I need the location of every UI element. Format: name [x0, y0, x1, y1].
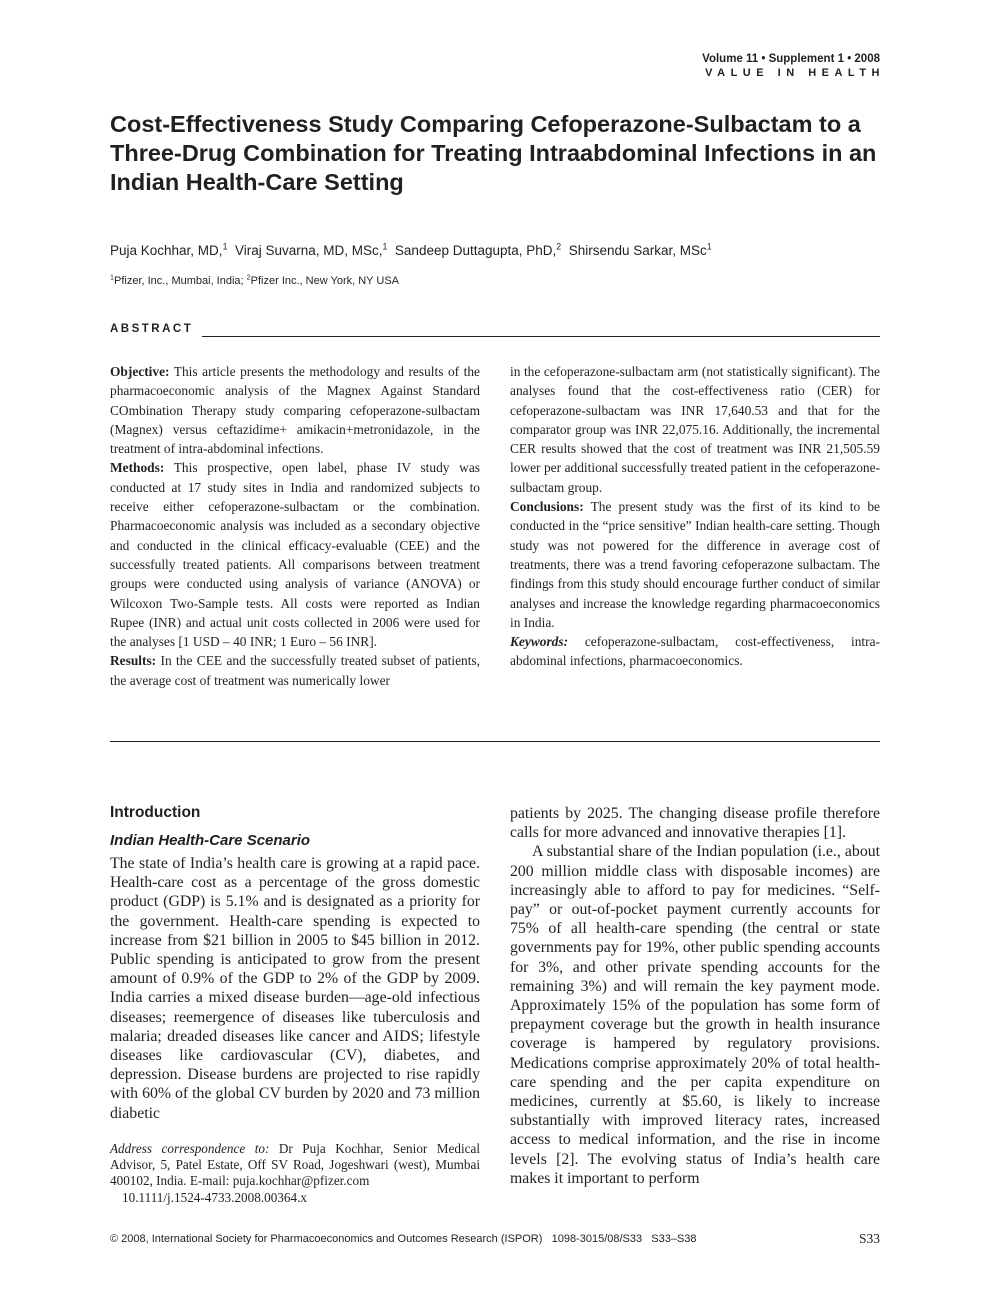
body-paragraph: patients by 2025. The changing disease profile therefore calls for more advanced and innovative therapies [1].	[510, 805, 880, 842]
journal-issue: Volume 11 • Supplement 1 • 2008	[702, 53, 880, 65]
results-text-left: In the CEE and the successfully treated subset of patients, the average cost of treatment was numerically lower	[110, 653, 480, 688]
doi: 10.1111/j.1524-4733.2008.00364.x	[122, 1189, 307, 1205]
body-column-right	[510, 804, 880, 1188]
correspondence-label: Address correspondence to:	[110, 1141, 270, 1156]
body-column-left	[110, 803, 480, 1123]
abstract-results-continued	[510, 362, 880, 497]
keywords-label: Keywords:	[510, 634, 569, 650]
methods-label: Methods:	[110, 460, 165, 476]
correspondence-text: Dr Puja Kochhar, Senior Medical Advisor, 5, Patel Estate, Off SV Road, Jogeshwari (west), Mumbai 400102, India. E-mail: puja.kochhar@pfizer.com	[110, 1141, 480, 1189]
body-paragraph: The state of India’s health care is growing at a rapid pace. Health-care cost as a percentage of the gross domestic product (GDP) is 5.1% and is designated as a priority for the government. Health-care spending is expected to increase from $21 billion in 2005 to $45 billion in 2012. Public spending is anticipated to grow from the present amount of 0.9% of the GDP to 2% of the GDP by 2009. India carries a mixed disease burden—age-old infectious diseases; reemergence of diseases like tuberculosis and malaria; dreaded diseases like cancer and AIDS; lifestyle diseases like cardiovascular (CV), diabetes, and depression. Disease burdens are projected to rise rapidly with 60% of the global CV burden by 2020 and 73 million diabetic	[110, 855, 480, 1122]
affiliations	[110, 275, 399, 287]
section-heading: Introduction	[110, 804, 201, 821]
footer-copyright: © 2008, International Society for Pharmacoeconomics and Outcomes Research (ISPOR) 1098-3015/08/S33 S33–S38	[110, 1233, 697, 1245]
author-list	[110, 243, 712, 258]
affil-2: Pfizer Inc., New York, NY USA	[250, 275, 399, 287]
author-3-affil: 2	[556, 241, 562, 252]
subsection-heading: Indian Health-Care Scenario	[110, 832, 311, 849]
abstract-header	[110, 323, 880, 339]
abstract-heading: ABSTRACT	[110, 323, 201, 335]
abstract-keywords	[510, 632, 880, 671]
keywords-text: cefoperazone-sulbactam, cost-effectiveness, intra-abdominal infections, pharmacoeconomics.	[510, 634, 880, 669]
affil-1-mark: 1	[110, 273, 114, 282]
results-label: Results:	[110, 653, 157, 669]
abstract-bottom-rule	[110, 741, 880, 742]
author-1: Puja Kochhar, MD,	[110, 243, 223, 258]
author-2: Viraj Suvarna, MD, MSc,	[234, 243, 383, 258]
correspondence	[110, 1141, 480, 1206]
abstract-results	[110, 651, 480, 690]
journal-name: VALUE IN HEALTH	[705, 67, 885, 79]
author-2-affil: 1	[382, 241, 388, 252]
abstract-column-left	[110, 362, 480, 690]
author-1-affil: 1	[222, 241, 228, 252]
conclusions-label: Conclusions:	[510, 499, 584, 515]
objective-text: This article presents the methodology and results of the pharmacoeconomic analysis of the Magnex Against Standard COmbination Therapy study comparing cefoperazone-sulbactam (Magnex) versus ceftazidime+ amikacin+metronidazole, in the treatment of intra-abdominal infections.	[110, 364, 480, 457]
journal-header	[702, 52, 885, 80]
author-4-affil: 1	[706, 241, 712, 252]
abstract-rule	[202, 336, 880, 337]
affil-1: Pfizer, Inc., Mumbai, India;	[113, 275, 247, 287]
abstract-conclusions	[510, 497, 880, 632]
page-number: S33	[858, 1231, 880, 1246]
objective-label: Objective:	[110, 364, 170, 379]
abstract-column-right	[510, 362, 880, 671]
methods-text: This prospective, open label, phase IV study was conducted at 17 study sites in India and randomized subjects to receive either cefoperazone-sulbactam or the combination. Pharmacoeconomic analysis was included as a secondary objective and conducted in the clinical efficacy-evaluable (CEE) and the successfully treated patients. All comparisons between treatment groups were conducted using analysis of variance (ANOVA) or Wilcoxon Two-Sample tests. All costs were reported as Indian Rupee (INR) and actual unit costs collected in 2006 were used for the analyses [1 USD – 40 INR; 1 Euro – 56 INR].	[110, 460, 480, 650]
abstract-objective	[110, 362, 480, 458]
article-title: Cost-Effectiveness Study Comparing Cefoperazone-Sulbactam to a Three-Drug Combination for Treating Intraabdominal Infections in an Indian Health-Care Setting	[110, 111, 877, 195]
author-4: Shirsendu Sarkar, MSc	[568, 243, 707, 258]
conclusions-text: The present study was the first of its kind to be conducted in the “price sensitive” Indian health-care setting. Though study was not powered for the difference in average cost of treatments, there was a trend favoring cefoperazone sulbactam. The findings from this study should encourage further conduct of similar analyses and increase the knowledge regarding pharmacoeconomics in India.	[510, 499, 880, 630]
body-paragraph: A substantial share of the Indian population (i.e., about 200 million middle class with disposable incomes) are increasingly able to afford to pay for medicines. “Self-pay” or out-of-pocket payment currently accounts for 75% of all health-care spending (the central or state governments pay for 19%, other public spending accounts for 3%, and other private spending accounts for the remaining 3%) and will remain the key payment mode. Approximately 15% of the population has some form of prepayment coverage but the growth in health insurance coverage is hampered by regulatory provisions. Medications comprise approximately 20% of total health-care spending and the per capita expenditure on medicines, currently at $5.60, is likely to increase substantially with improved literacy rates, increased access to medical information, and the rise in income levels [2]. The evolving status of India’s health care makes it important to perform	[510, 843, 880, 1187]
results-text-right: in the cefoperazone-sulbactam arm (not statistically significant). The analyses found that the cost-effectiveness ratio (CER) for cefoperazone-sulbactam was INR 17,640.53 and that for the comparator group was INR 22,075.16. Additionally, the incremental CER results showed that the cost of treatment was INR 21,505.59 lower per additional successfully treated patient in the cefoperazone-sulbactam group.	[510, 364, 880, 495]
affil-2-mark: 2	[246, 273, 251, 282]
author-3: Sandeep Duttagupta, PhD,	[394, 243, 557, 258]
abstract-methods	[110, 458, 480, 651]
